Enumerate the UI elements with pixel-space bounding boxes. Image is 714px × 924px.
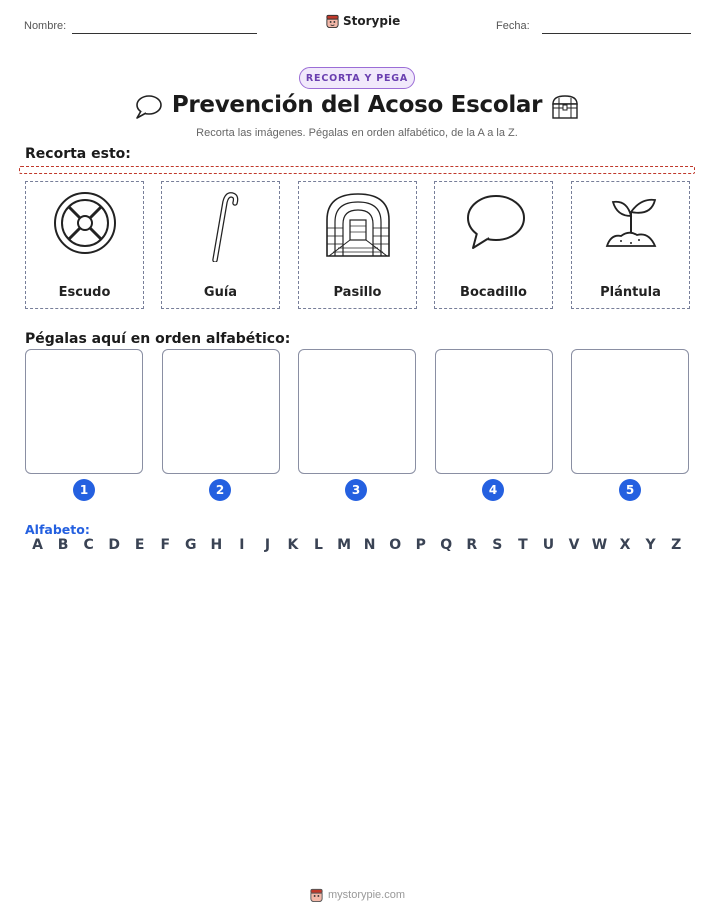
paste-box-4[interactable]	[435, 349, 553, 474]
alphabet-letter: P	[415, 537, 426, 553]
corridor-icon	[323, 190, 393, 260]
alphabet-letter: F	[160, 537, 171, 553]
alphabet-letter: K	[287, 537, 299, 553]
alphabet-letter: Z	[671, 537, 682, 553]
alphabet-letter: L	[314, 537, 323, 553]
logo-text: Storypie	[343, 14, 401, 28]
paste-section-label: Pégalas aquí en orden alfabético:	[25, 331, 291, 347]
storypie-mascot-icon	[325, 13, 340, 29]
name-line	[72, 33, 257, 34]
alphabet-letter: E	[134, 537, 145, 553]
alphabet-letter: X	[619, 537, 631, 553]
alphabet-letter: R	[466, 537, 478, 553]
paste-box-3[interactable]	[298, 349, 416, 474]
number-badge: 2	[209, 479, 231, 501]
cut-card-plantula[interactable]	[571, 181, 690, 309]
storypie-mascot-icon	[309, 887, 324, 903]
name-label: Nombre:	[24, 20, 67, 32]
cut-card-pasillo[interactable]	[298, 181, 417, 309]
cane-icon	[201, 190, 241, 262]
number-badge: 1	[73, 479, 95, 501]
alphabet-letter: W	[591, 537, 608, 553]
alphabet-letter: V	[568, 537, 580, 553]
alphabet-letter: O	[389, 537, 402, 553]
date-line	[542, 33, 691, 34]
page-title: Prevención del Acoso Escolar	[171, 92, 543, 118]
alphabet-letter: M	[337, 537, 352, 553]
alphabet-letter: C	[83, 537, 94, 553]
seedling-icon	[601, 190, 661, 252]
number-badge: 4	[482, 479, 504, 501]
cut-card-bocadillo[interactable]	[434, 181, 553, 309]
alphabet-letter: N	[363, 537, 376, 553]
paste-box-5[interactable]	[571, 349, 689, 474]
cut-card-escudo[interactable]	[25, 181, 144, 309]
alphabet-letter: H	[210, 537, 223, 553]
alphabet-letter: B	[57, 537, 69, 553]
paste-box-2[interactable]	[162, 349, 280, 474]
speech-bubble-icon	[461, 190, 527, 256]
cut-section-label: Recorta esto:	[25, 146, 131, 162]
alphabet-letter: A	[32, 537, 43, 553]
card-label: Plántula	[600, 285, 661, 300]
activity-type-badge: RECORTA Y PEGA	[299, 67, 415, 89]
alphabet-letter: J	[264, 537, 271, 553]
instructions: Recorta las imágenes. Pégalas en orden alfabético, de la A a la Z.	[196, 127, 518, 139]
number-badge: 5	[619, 479, 641, 501]
footer-link[interactable]: mystorypie.com	[327, 889, 406, 901]
card-label: Bocadillo	[460, 285, 527, 300]
alphabet-row	[25, 537, 689, 553]
alphabet-letter: T	[518, 537, 528, 553]
alphabet-letter: S	[492, 537, 503, 553]
number-badge: 3	[345, 479, 367, 501]
cut-line	[19, 166, 695, 174]
alphabet-letter: U	[542, 537, 555, 553]
date-label: Fecha:	[496, 20, 530, 32]
alphabet-letter: Q	[440, 537, 453, 553]
paste-box-1[interactable]	[25, 349, 143, 474]
storypie-logo	[325, 13, 400, 29]
shield-icon	[52, 190, 118, 256]
alphabet-letter: D	[108, 537, 120, 553]
alphabet-label: Alfabeto:	[25, 522, 90, 537]
alphabet-letter: I	[239, 537, 245, 553]
footer	[0, 887, 714, 903]
alphabet-letter: G	[185, 537, 197, 553]
treasure-chest-icon	[550, 94, 580, 120]
cut-card-guia[interactable]	[161, 181, 280, 309]
alphabet-letter: Y	[645, 537, 656, 553]
card-label: Escudo	[58, 285, 111, 300]
card-label: Guía	[203, 285, 238, 300]
card-label: Pasillo	[333, 285, 382, 300]
